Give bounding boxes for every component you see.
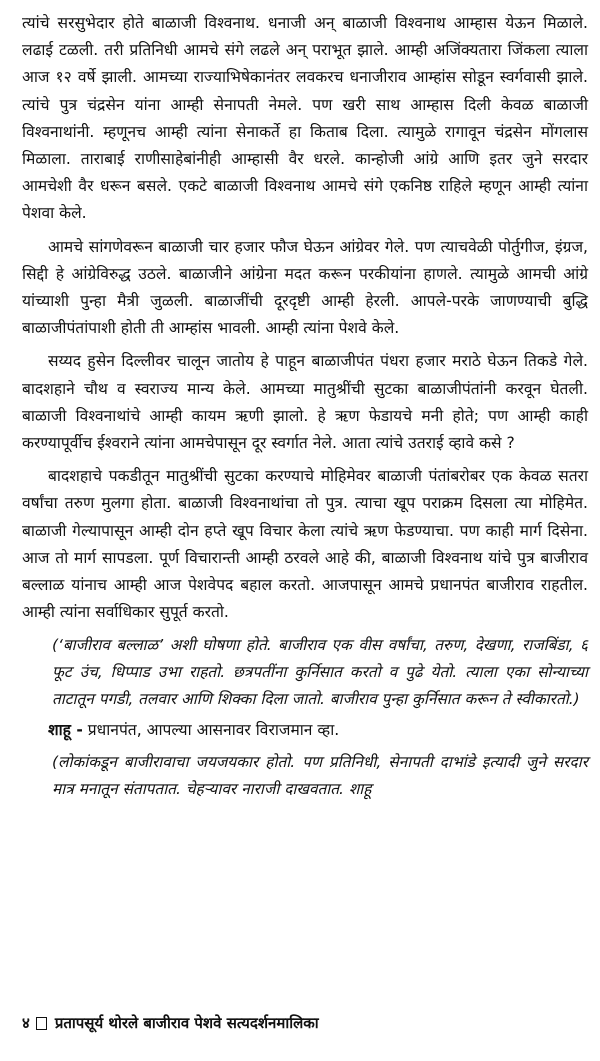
- paragraph: बादशहाचे पकडीतून मातुश्रींची सुटका करण्याचे मोहिमेवर बाळाजी पंतांबरोबर एक केवळ सतरा वर्षांचा तरुण मुलगा होता. बाळाजी विश्वनाथांचा तो पुत्र. त्याचा खूप पराक्रम दिसला त्या मोहिमेत. बाळाजी गेल्यापासून आम्ही दोन हप्ते खूप विचार केला त्यांचे ऋण फेडण्याचा. पण काही मार्ग दिसेना. आज तो मार्ग सापडला. पूर्ण विचारान्ती आम्ही ठरवले आहे की, बाळाजी विश्वनाथ यांचे पुत्र बाजीराव बल्लाळ यांनाच आम्ही आज पेशवेपद बहाल करतो. आजपासून आमचे प्रधानपंत बाजीराव राहतील. आम्ही त्यांना सर्वाधिकार सुपूर्त करतो.: [22, 467, 588, 622]
- book-title: प्रतापसूर्य थोरले बाजीराव पेशवे सत्यदर्शनमालिका: [54, 1014, 319, 1032]
- dialogue-line: [22, 717, 588, 744]
- stage-direction: (‘बाजीराव बल्लाळ’ अशी घोषणा होते. बाजीराव एक वीस वर्षांचा, तरुण, देखणा, राजबिंडा, ६ फूट उंच, धिप्पाड उभा राहतो. छत्रपतींना कुर्निसात करतो व पुढे येतो. त्याला एका सोन्याच्या ताटातून पगडी, तलवार आणि शिक्का दिला जातो. बाजीराव पुन्हा कुर्निसात करून ते स्वीकारतो.): [52, 636, 588, 709]
- paragraph: आमचे सांगणेवरून बाळाजी चार हजार फौज घेऊन आंग्रेवर गेले. पण त्याचवेळी पोर्तुगीज, इंग्रज, सिद्दी हे आंग्रेविरुद्ध उठले. बाळाजीने आंग्रेना मदत करून परकीयांना हाणले. त्यामुळे आमची आंग्रे यांच्याशी पुन्हा मैत्री जुळली. बाळाजींची दूरदृष्टी आम्ही हेरली. आपले-परके जाणण्याची बुद्धि बाळाजीपंतांपाशी होती ती आम्हांस भावली. आम्ही त्यांना पेशवे केले.: [22, 237, 588, 338]
- page-body: [22, 10, 588, 807]
- page-number: ४: [22, 1014, 30, 1032]
- speaker-name: शाहू -: [48, 721, 83, 740]
- square-bullet-icon: [36, 1017, 47, 1030]
- paragraph: सय्यद हुसेन दिल्लीवर चालून जातोय हे पाहून बाळाजीपंत पंधरा हजार मराठे घेऊन तिकडे गेले. बादशहाने चौथ व स्वराज्य मान्य केले. आमच्या मातुश्रींची सुटका बाळाजीपंतांनी करवून घेतली. बाळाजी विश्वनाथांचे आम्ही कायम ऋणी झालो. हे ऋण फेडायचे मनी होते; पण आम्ही काही करण्यापूर्वीच ईश्वराने त्यांना आमचेपासून दूर स्वर्गात नेले. आता त्यांचे उतराई व्हावे कसे ?: [22, 352, 588, 453]
- page-footer: [22, 1012, 588, 1034]
- paragraph: त्यांचे सरसुभेदार होते बाळाजी विश्वनाथ. धनाजी अन् बाळाजी विश्वनाथ आम्हास येऊन मिळाले. लढाई टळली. तरी प्रतिनिधी आमचे संगे लढले अन् पराभूत झाले. आम्ही अजिंक्यतारा जिंकला त्याला आज १२ वर्षे झाली. आमच्या राज्याभिषेकानंतर लवकरच धनाजीराव आम्हांस सोडून स्वर्गवासी झाले. त्यांचे पुत्र चंद्रसेन यांना आम्ही सेनापती नेमले. पण खरी साथ आम्हास दिली केवळ बाळाजी विश्वनाथांनी. म्हणूनच आम्ही त्यांना सेनाकर्ते हा किताब दिला. त्यामुळे रागावून चंद्रसेन मोंगलास मिळाला. ताराबाई राणीसाहेबांनीही आम्हासी वैर धरले. कान्होजी आंग्रे आणि इतर जुने सरदार आमचेशी वैर धरून बसले. एकटे बाळाजी विश्वनाथ आमचे संगे एकनिष्ठ राहिले म्हणून आम्ही त्यांना पेशवा केले.: [22, 14, 588, 223]
- stage-direction: (लोकांकडून बाजीरावाचा जयजयकार होतो. पण प्रतिनिधी, सेनापती दाभांडे इत्यादी जुने सरदार मात्र मनातून संतापतात. चेहऱ्यावर नाराजी दाखवतात. शाहू: [52, 752, 588, 798]
- dialogue-text: प्रधानपंत, आपल्या आसनावर विराजमान व्हा.: [87, 721, 340, 740]
